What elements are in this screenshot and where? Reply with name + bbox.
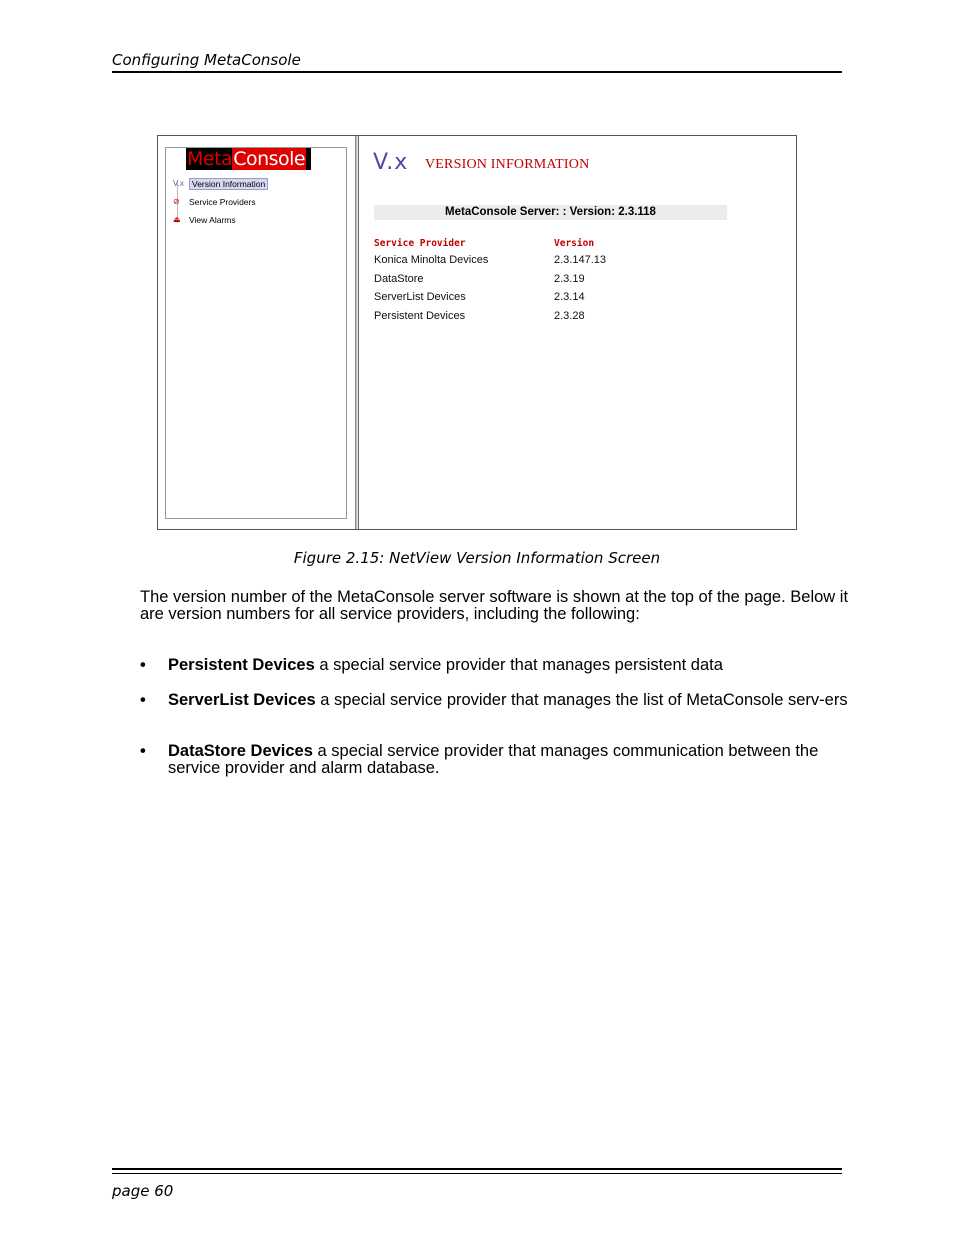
nav-item-service-providers[interactable] xyxy=(173,195,256,209)
bullet-item xyxy=(140,657,850,674)
content-frame xyxy=(359,136,796,529)
bullet-text: a special service provider that manages the list of MetaConsole serv-ers xyxy=(315,691,848,709)
col-header-version: Version xyxy=(554,238,595,249)
server-version-line: MetaConsole Server: : Version: 2.3.118 xyxy=(374,205,727,220)
nav-label: View Alarms xyxy=(189,215,236,225)
bullet-term: DataStore Devices xyxy=(168,742,313,760)
nav-frame xyxy=(158,136,356,529)
bullet-term: ServerList Devices xyxy=(168,691,316,709)
version-icon: V.x xyxy=(173,179,184,188)
provider-name: Persistent Devices xyxy=(374,310,466,322)
provider-name: DataStore xyxy=(374,273,424,285)
bullet-text: a special service provider that manages communication between the service provider and alarm database. xyxy=(168,742,819,777)
page-number: page 60 xyxy=(112,1182,174,1200)
provider-name: ServerList Devices xyxy=(374,291,466,303)
col-header-service-provider: Service Provider xyxy=(374,238,466,249)
provider-name: Konica Minolta Devices xyxy=(374,254,489,266)
bullet-text: a special service provider that manages persistent data xyxy=(314,656,723,674)
intro-paragraph: The version number of the MetaConsole server software is shown at the top of the page. Below it are version numbers for all service providers, including the following: xyxy=(140,588,849,623)
running-header: Configuring MetaConsole xyxy=(112,51,301,69)
bullet-dot: • xyxy=(140,691,146,709)
nav-item-view-alarms[interactable] xyxy=(173,213,236,227)
figure-caption: Figure 2.15: NetView Version Information Screen xyxy=(293,549,661,567)
nav-label: Service Providers xyxy=(189,197,256,207)
bullet-dot: • xyxy=(140,742,146,760)
bullet-item xyxy=(140,743,850,777)
provider-version: 2.3.28 xyxy=(554,310,585,322)
footer-rule xyxy=(112,1168,842,1170)
provider-version: 2.3.14 xyxy=(554,291,585,303)
nav-label: Version Information xyxy=(189,178,268,190)
alarm-icon: ⏏ xyxy=(173,215,181,224)
bullet-item xyxy=(140,692,850,709)
figure-screenshot xyxy=(157,135,797,530)
vx-icon: V.x xyxy=(373,150,409,175)
provider-version: 2.3.147.13 xyxy=(554,254,606,266)
header-rule xyxy=(112,71,842,73)
provider-version: 2.3.19 xyxy=(554,273,585,285)
bullet-term: Persistent Devices xyxy=(168,656,315,674)
footer-rule-thin xyxy=(112,1173,842,1174)
bullet-dot: • xyxy=(140,656,146,674)
metaconsole-logo: MetaConsole xyxy=(186,148,311,170)
version-information-title: VERSION INFORMATION xyxy=(425,157,590,172)
nav-item-version-information[interactable] xyxy=(173,177,268,191)
eye-icon: ⊘ xyxy=(173,197,180,206)
